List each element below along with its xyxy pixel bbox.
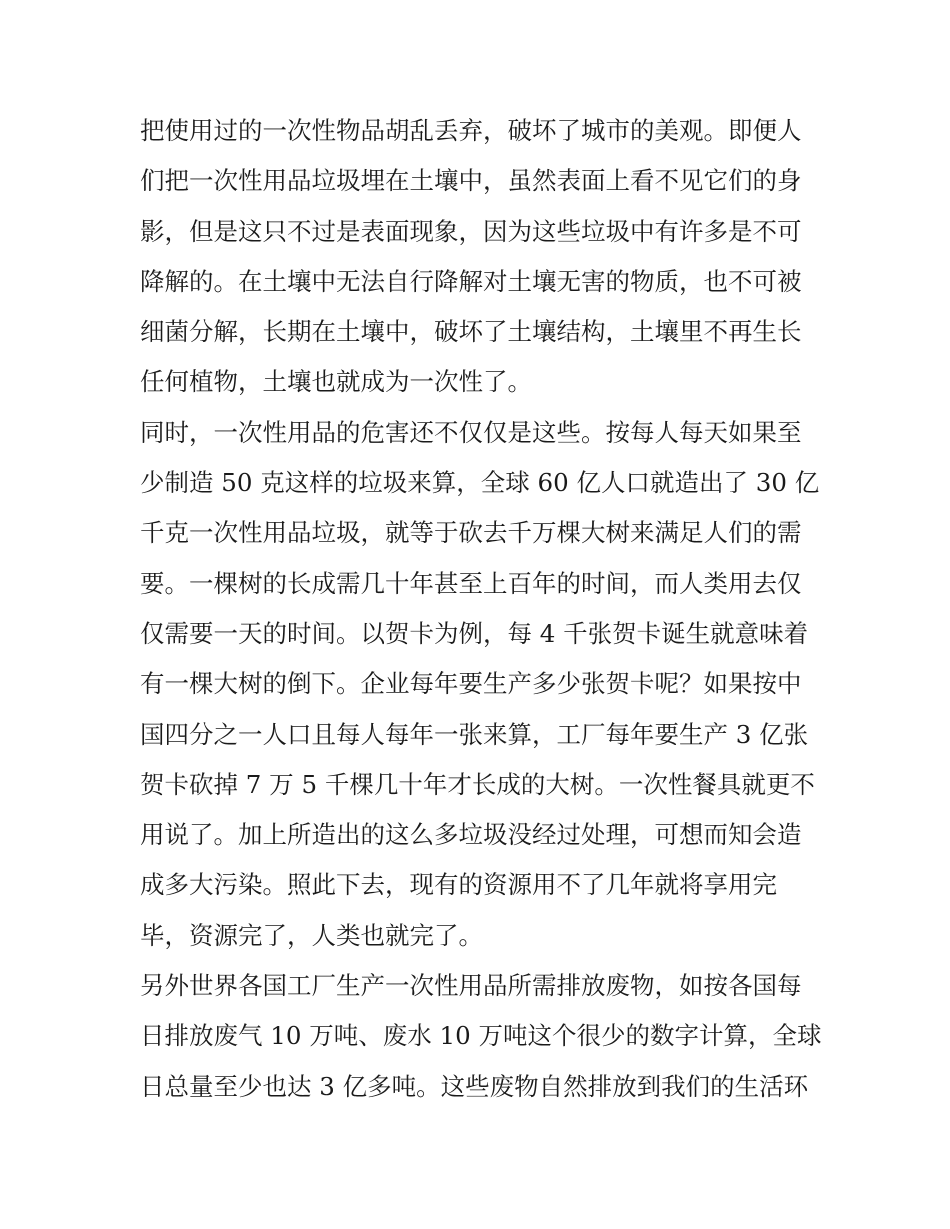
text-line: 任何植物，土壤也就成为一次性了。 bbox=[140, 367, 532, 397]
text-line: 有一棵大树的倒下。企业每年要生产多少张贺卡呢？如果按中 bbox=[140, 669, 802, 699]
paragraph-3 bbox=[140, 961, 830, 1112]
paragraph-2 bbox=[140, 408, 830, 961]
text-line: 另外世界各国工厂生产一次性用品所需排放废物，如按各国每 bbox=[140, 971, 802, 1001]
text-line: 同时，一次性用品的危害还不仅仅是这些。按每人每天如果至 bbox=[140, 417, 802, 447]
text-line: 贺卡砍掉 7 万 5 千棵几十年才长成的大树。一次性餐具就更不 bbox=[140, 769, 815, 799]
text-line: 日排放废气 10 万吨、废水 10 万吨这个很少的数字计算，全球 bbox=[140, 1021, 822, 1051]
text-line: 降解的。在土壤中无法自行降解对土壤无害的物质，也不可被 bbox=[140, 266, 802, 296]
text-line: 要。一棵树的长成需几十年甚至上百年的时间，而人类用去仅 bbox=[140, 568, 802, 598]
text-line: 仅需要一天的时间。以贺卡为例，每 4 千张贺卡诞生就意味着 bbox=[140, 618, 809, 648]
document-body bbox=[140, 106, 830, 1112]
text-line: 影，但是这只不过是表面现象，因为这些垃圾中有许多是不可 bbox=[140, 216, 802, 246]
text-line: 用说了。加上所造出的这么多垃圾没经过处理，可想而知会造 bbox=[140, 820, 802, 850]
text-line: 毕，资源完了，人类也就完了。 bbox=[140, 920, 483, 950]
paragraph-1 bbox=[140, 106, 830, 408]
text-line: 少制造 50 克这样的垃圾来算，全球 60 亿人口就造出了 30 亿 bbox=[140, 468, 820, 498]
text-line: 日总量至少也达 3 亿多吨。这些废物自然排放到我们的生活环 bbox=[140, 1071, 809, 1101]
text-line: 国四分之一人口且每人每年一张来算，工厂每年要生产 3 亿张 bbox=[140, 719, 809, 749]
text-line: 成多大污染。照此下去，现有的资源用不了几年就将享用完 bbox=[140, 870, 777, 900]
text-line: 们把一次性用品垃圾埋在土壤中，虽然表面上看不见它们的身 bbox=[140, 166, 802, 196]
text-line: 把使用过的一次性物品胡乱丢弃，破坏了城市的美观。即便人 bbox=[140, 116, 802, 145]
text-line: 细菌分解，长期在土壤中，破坏了土壤结构，土壤里不再生长 bbox=[140, 317, 802, 347]
text-line: 千克一次性用品垃圾，就等于砍去千万棵大树来满足人们的需 bbox=[140, 518, 802, 548]
